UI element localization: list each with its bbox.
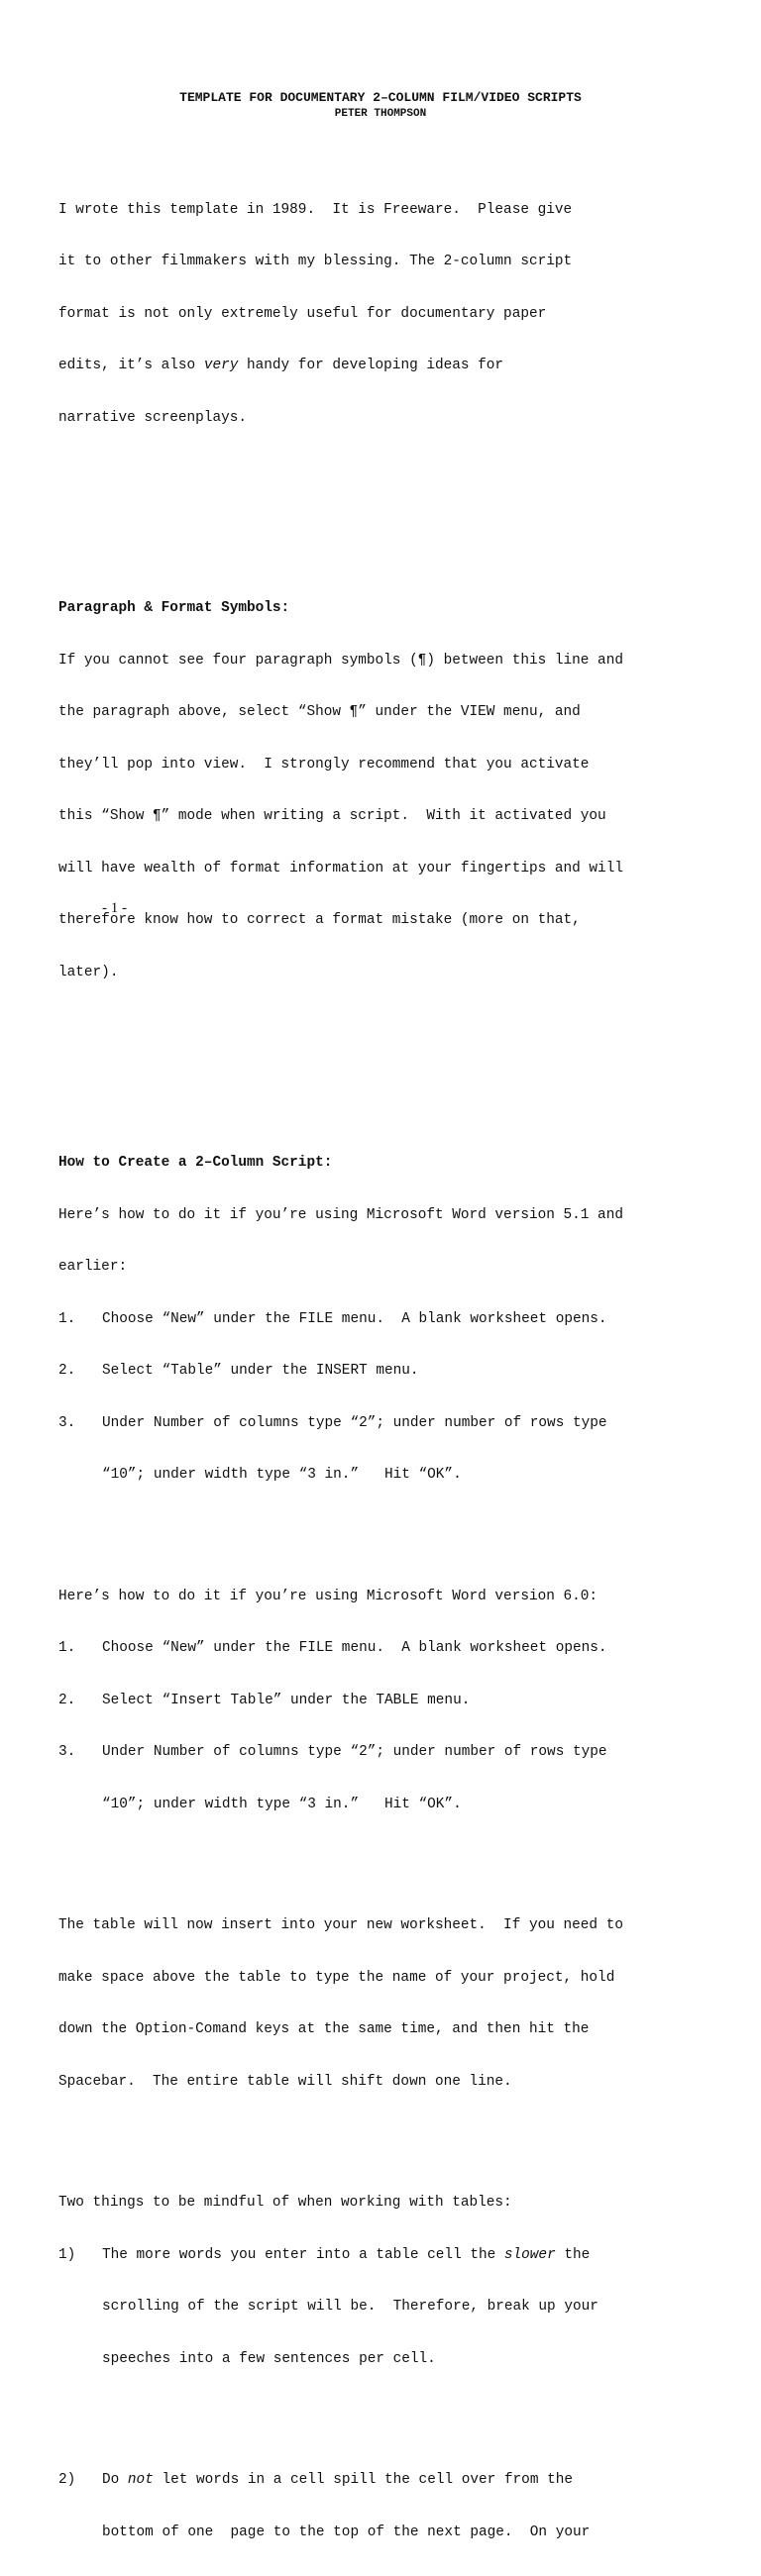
intro-line: it to other filmmakers with my blessing. The 2-column script [58, 254, 573, 269]
list-item: 3. Under Number of columns type “2”; under number of rows type [58, 1744, 607, 1760]
section-heading-format-symbols: Paragraph & Format Symbols: [58, 600, 290, 616]
body-line: Here’s how to do it if you’re using Microsoft Word version 6.0: [58, 1588, 598, 1604]
list-item: 1. Choose “New” under the FILE menu. A blank worksheet opens. [58, 1640, 607, 1656]
list-item: 2. Select “Insert Table” under the TABLE menu. [58, 1692, 471, 1708]
body-line: Two things to be mindful of when working with tables: [58, 2195, 512, 2211]
body-line: will have wealth of format information at your fingertips and will [58, 860, 623, 876]
intro-line: edits, it’s also very handy for developing ideas for [58, 358, 504, 373]
document-title: TEMPLATE FOR DOCUMENTARY 2–COLUMN FILM/VIDEO SCRIPTS [179, 90, 582, 105]
body-line: Here’s how to do it if you’re using Microsoft Word version 5.1 and [58, 1206, 623, 1223]
document-body [58, 150, 732, 2576]
page-number: - 1 - [102, 900, 127, 916]
body-line: If you cannot see four paragraph symbols (¶) between this line and [58, 652, 623, 669]
intro-line: format is not only extremely useful for documentary paper [58, 305, 547, 322]
body-line: Spacebar. The entire table will shift down one line. [58, 2073, 512, 2090]
body-line: earlier: [58, 1259, 128, 1275]
list-item: 2) Do not let words in a cell spill the cell over from the [58, 2472, 573, 2488]
list-item-continuation: bottom of one page to the top of the next page. On your [102, 2524, 591, 2540]
list-item: 1. Choose “New” under the FILE menu. A blank worksheet opens. [58, 1310, 607, 1327]
document-author: PETER THOMPSON [334, 108, 427, 120]
list-item-continuation: speeches into a few sentences per cell. [102, 2350, 436, 2367]
body-line: The table will now insert into your new worksheet. If you need to [58, 1917, 623, 1933]
list-item-continuation: “10”; under width type “3 in.” Hit “OK”. [102, 1467, 462, 1483]
list-item-continuation: “10”; under width type “3 in.” Hit “OK”. [102, 1796, 462, 1812]
body-line: later). [58, 964, 119, 980]
body-line: this “Show ¶” mode when writing a script. With it activated you [58, 808, 606, 824]
list-item: 1) The more words you enter into a table cell the slower the [58, 2246, 591, 2263]
body-line: make space above the table to type the name of your project, hold [58, 1969, 615, 1986]
emphasis-text: very [203, 358, 239, 373]
list-item-continuation: scrolling of the script will be. Therefore, break up your [102, 2299, 598, 2315]
section-heading-create-script: How to Create a 2–Column Script: [58, 1155, 333, 1171]
intro-line: I wrote this template in 1989. It is Freeware. Please give [58, 201, 573, 218]
emphasis-text: slower [503, 2246, 556, 2263]
emphasis-text: not [127, 2472, 154, 2488]
list-item: 3. Under Number of columns type “2”; under number of rows type [58, 1414, 607, 1431]
body-line: therefore know how to correct a format mistake (more on that, [58, 912, 581, 928]
intro-line: narrative screenplays. [58, 409, 247, 426]
body-line: the paragraph above, select “Show ¶” under the VIEW menu, and [58, 704, 581, 720]
list-item: 2. Select “Table” under the INSERT menu. [58, 1363, 419, 1379]
body-line: down the Option-Comand keys at the same time, and then hit the [58, 2021, 590, 2037]
body-line: they’ll pop into view. I strongly recommend that you activate [58, 756, 590, 773]
